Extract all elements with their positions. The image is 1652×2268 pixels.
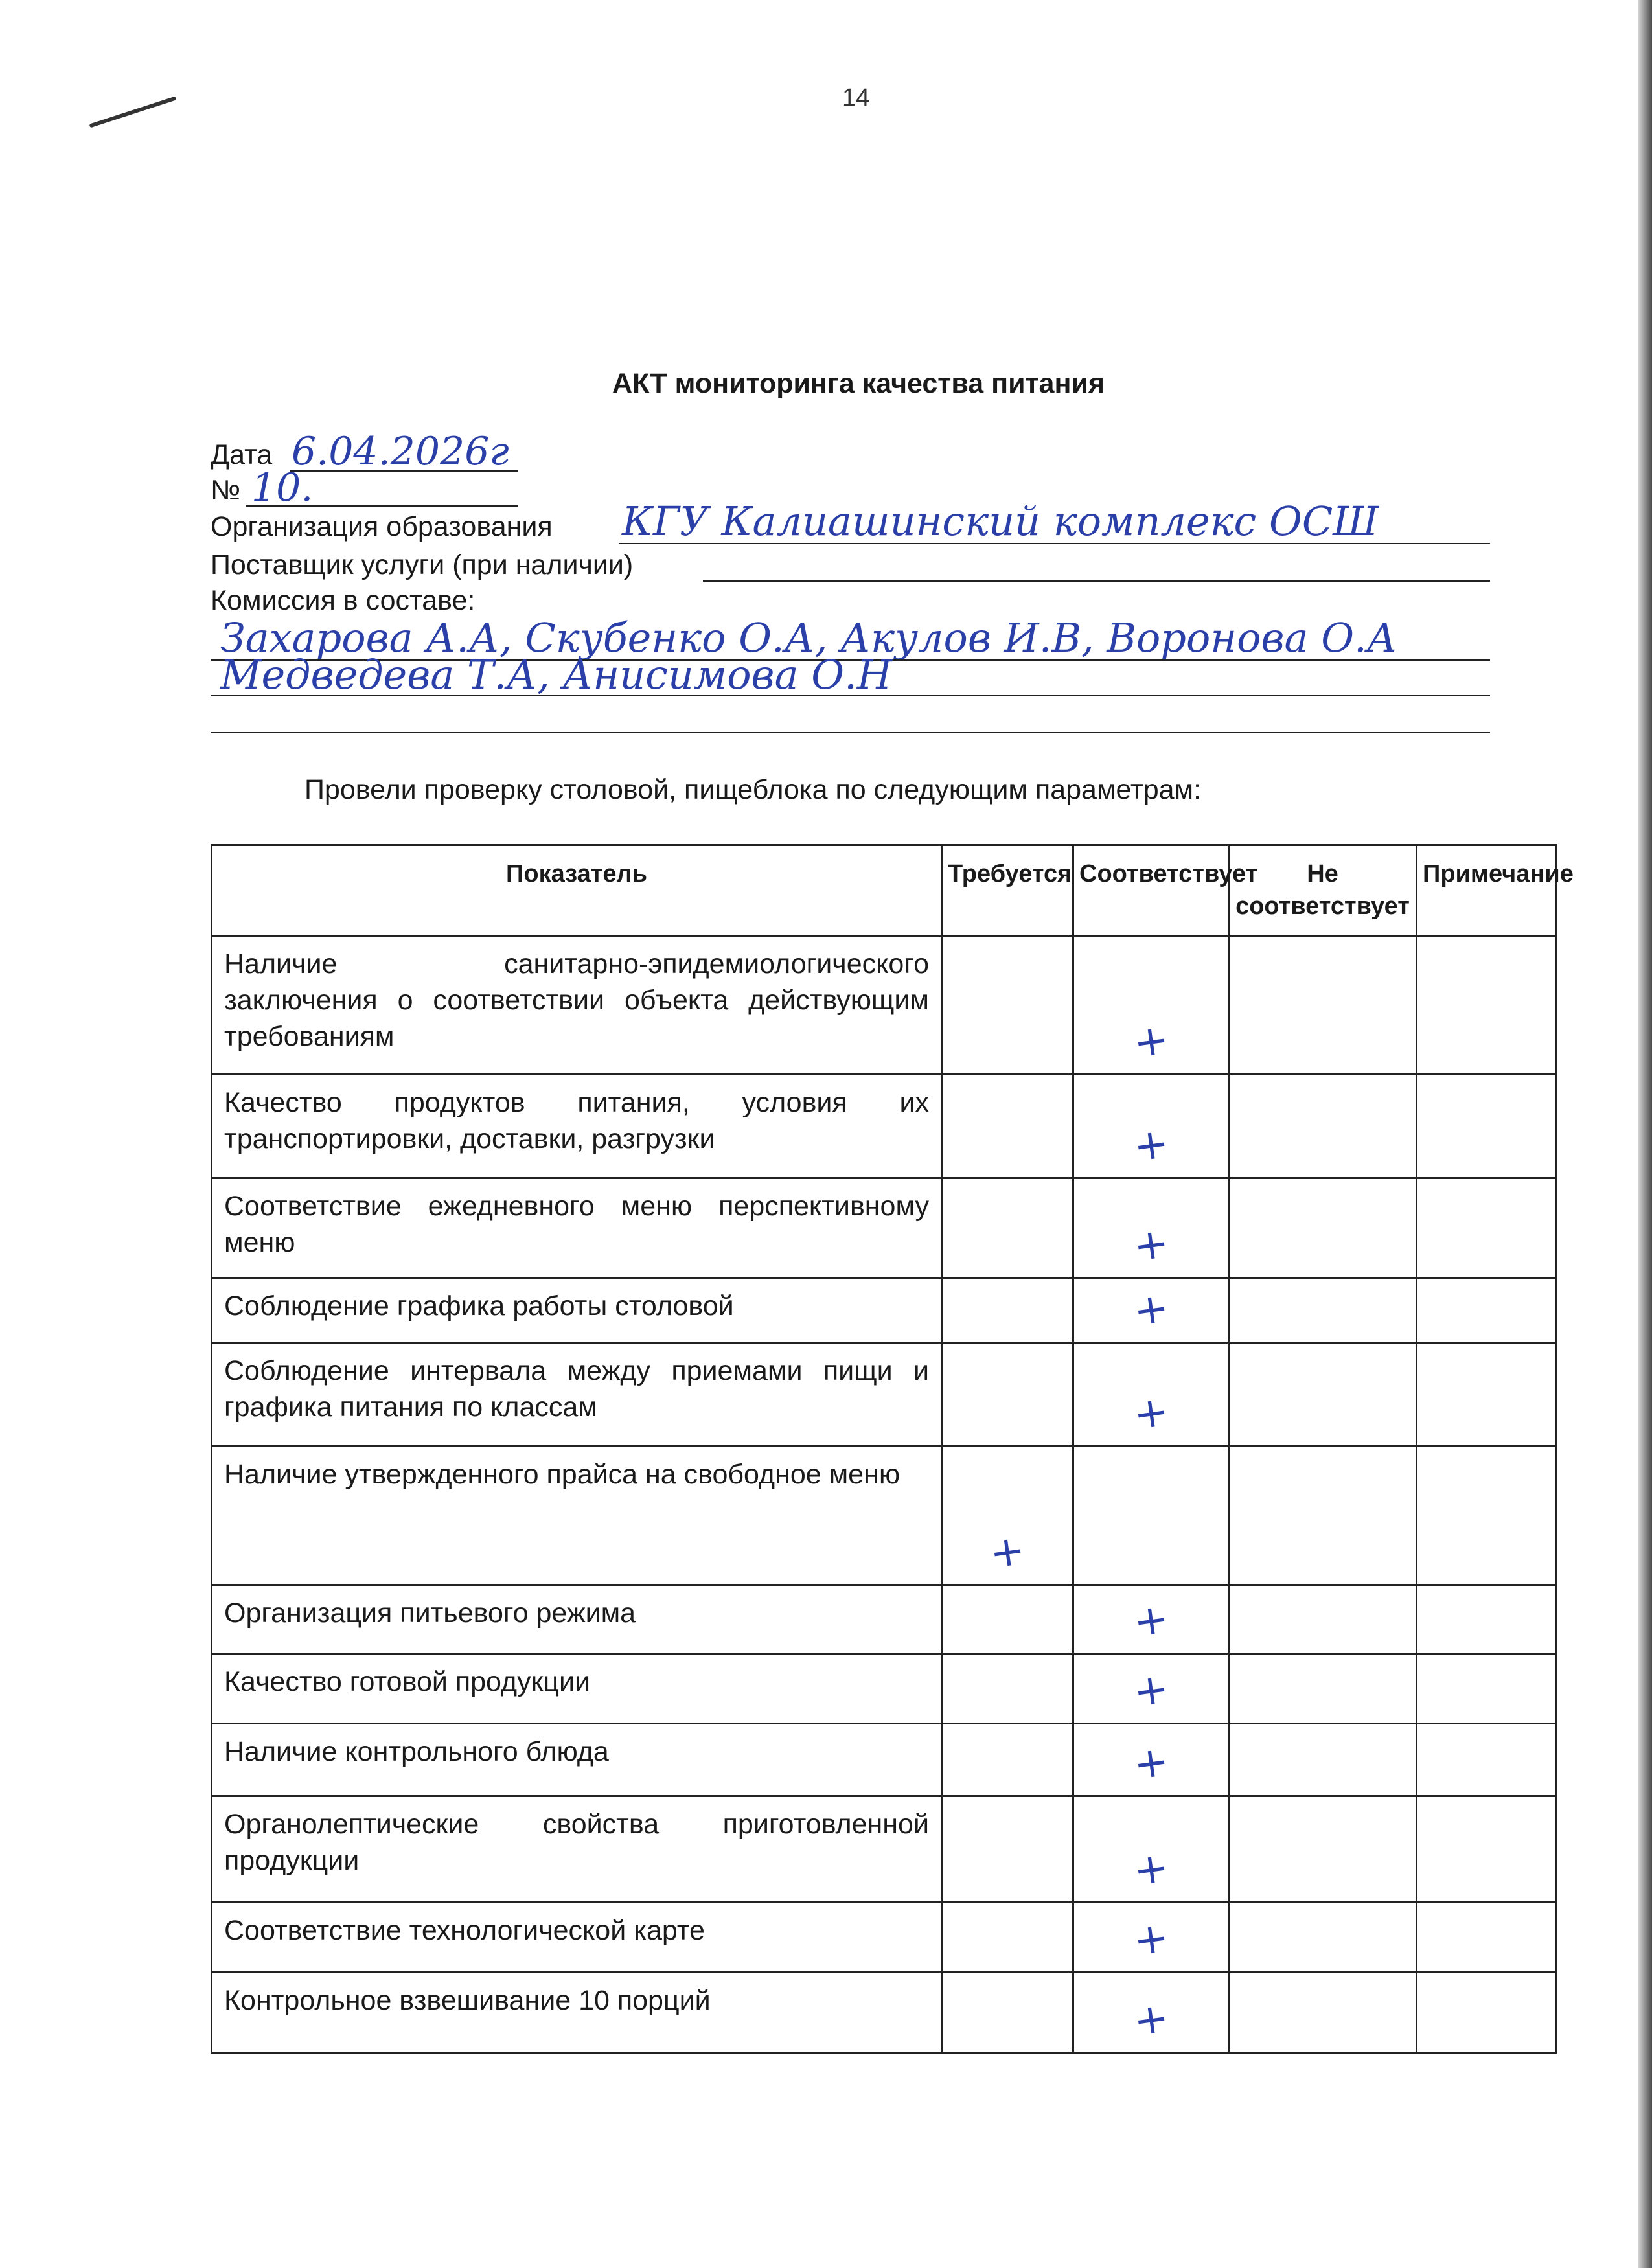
handwritten-plus-mark: + xyxy=(1130,1843,1172,1896)
handwritten-plus-mark: + xyxy=(1130,1737,1172,1790)
table-row xyxy=(212,1973,1556,2053)
indicator-cell: Организация питьевого режима xyxy=(212,1585,942,1654)
not-complies-cell[interactable] xyxy=(1229,1903,1417,1973)
not-complies-cell[interactable] xyxy=(1229,1654,1417,1724)
commission-line-1[interactable]: Захарова А.А, Скубенко О.А, Акулов И.В, Воронова О.А xyxy=(220,614,1397,661)
commission-label: Комиссия в составе: xyxy=(211,585,476,616)
indicator-cell: Наличие санитарно-эпидемиологического заключения о соответствии объекта действующим требованиям xyxy=(212,936,942,1075)
complies-cell[interactable] xyxy=(1073,1654,1229,1724)
org-label: Организация образования xyxy=(211,511,553,542)
handwritten-plus-mark: + xyxy=(1130,1993,1172,2046)
org-value[interactable]: КГУ Калиашинский комплекс ОСШ xyxy=(622,498,1379,545)
complies-cell[interactable] xyxy=(1073,1973,1229,2053)
required-cell[interactable] xyxy=(942,1278,1073,1343)
note-cell[interactable] xyxy=(1417,1724,1556,1796)
table-row xyxy=(212,1585,1556,1654)
scan-pen-mark xyxy=(89,97,176,128)
indicator-cell: Качество готовой продукции xyxy=(212,1654,942,1724)
not-complies-cell[interactable] xyxy=(1229,1278,1417,1343)
indicator-cell: Наличие утвержденного прайса на свободное меню xyxy=(212,1447,942,1585)
date-value[interactable]: 6.04.2026г xyxy=(292,429,509,474)
supplier-label: Поставщик услуги (при наличии) xyxy=(211,549,634,580)
header-indicator: Показатель xyxy=(212,845,942,936)
date-label: Дата xyxy=(211,439,273,470)
indicator-cell: Наличие контрольного блюда xyxy=(212,1724,942,1796)
required-cell[interactable] xyxy=(942,1178,1073,1278)
note-cell[interactable] xyxy=(1417,1796,1556,1903)
handwritten-plus-mark: + xyxy=(987,1526,1028,1579)
required-cell[interactable] xyxy=(942,936,1073,1075)
complies-cell[interactable] xyxy=(1073,1278,1229,1343)
table-row xyxy=(212,1278,1556,1343)
complies-cell[interactable] xyxy=(1073,936,1229,1075)
complies-cell[interactable] xyxy=(1073,1075,1229,1178)
indicator-cell: Органолептические свойства приготовленной продукции xyxy=(212,1796,942,1903)
header-required: Требуется xyxy=(942,845,1073,936)
note-cell[interactable] xyxy=(1417,1973,1556,2053)
commission-underline-3 xyxy=(211,732,1490,733)
page-title: АКТ мониторинга качества питания xyxy=(612,368,1105,399)
not-complies-cell[interactable] xyxy=(1229,1343,1417,1447)
note-cell[interactable] xyxy=(1417,1075,1556,1178)
note-cell[interactable] xyxy=(1417,1178,1556,1278)
table-row xyxy=(212,1447,1556,1585)
not-complies-cell[interactable] xyxy=(1229,1796,1417,1903)
table-header-row xyxy=(212,845,1556,936)
required-cell[interactable] xyxy=(942,1654,1073,1724)
number-value[interactable]: 10. xyxy=(251,465,314,510)
handwritten-plus-mark: + xyxy=(1130,1594,1172,1647)
note-cell[interactable] xyxy=(1417,1343,1556,1447)
required-cell[interactable] xyxy=(942,1724,1073,1796)
not-complies-cell[interactable] xyxy=(1229,1585,1417,1654)
note-cell[interactable] xyxy=(1417,1654,1556,1724)
table-row xyxy=(212,1178,1556,1278)
indicator-cell: Качество продуктов питания, условия их транспортировки, доставки, разгрузки xyxy=(212,1075,942,1178)
page-number: 14 xyxy=(842,84,870,111)
handwritten-plus-mark: + xyxy=(1130,1219,1172,1272)
complies-cell[interactable] xyxy=(1073,1724,1229,1796)
table-row xyxy=(212,1724,1556,1796)
required-cell[interactable] xyxy=(942,1447,1073,1585)
not-complies-cell[interactable] xyxy=(1229,1724,1417,1796)
complies-cell[interactable] xyxy=(1073,1178,1229,1278)
handwritten-plus-mark: + xyxy=(1130,1913,1172,1966)
required-cell[interactable] xyxy=(942,1903,1073,1973)
table-row xyxy=(212,1903,1556,1973)
handwritten-plus-mark: + xyxy=(1130,1283,1172,1336)
handwritten-plus-mark: + xyxy=(1130,1664,1172,1717)
handwritten-plus-mark: + xyxy=(1130,1119,1172,1172)
intro-text: Провели проверку столовой, пищеблока по следующим параметрам: xyxy=(304,774,1202,805)
commission-underline-2 xyxy=(211,695,1490,696)
not-complies-cell[interactable] xyxy=(1229,1178,1417,1278)
table-row xyxy=(212,1343,1556,1447)
header-not-complies: Не соответствует xyxy=(1229,845,1417,936)
commission-line-2[interactable]: Медведева Т.А, Анисимова О.Н xyxy=(220,651,892,698)
complies-cell[interactable] xyxy=(1073,1343,1229,1447)
table-row xyxy=(212,936,1556,1075)
number-label: № xyxy=(211,475,241,506)
note-cell[interactable] xyxy=(1417,1903,1556,1973)
complies-cell[interactable] xyxy=(1073,1447,1229,1585)
scan-edge-shadow xyxy=(1638,0,1652,2268)
note-cell[interactable] xyxy=(1417,1585,1556,1654)
indicator-cell: Соблюдение интервала между приемами пищи и графика питания по классам xyxy=(212,1343,942,1447)
required-cell[interactable] xyxy=(942,1585,1073,1654)
handwritten-plus-mark: + xyxy=(1130,1015,1172,1068)
table-row xyxy=(212,1654,1556,1724)
parameters-table xyxy=(211,844,1574,2054)
note-cell[interactable] xyxy=(1417,936,1556,1075)
indicator-cell: Соответствие ежедневного меню перспективному меню xyxy=(212,1178,942,1278)
table-row xyxy=(212,1075,1556,1178)
note-cell[interactable] xyxy=(1417,1278,1556,1343)
header-complies: Соответствует xyxy=(1073,845,1229,936)
not-complies-cell[interactable] xyxy=(1229,1075,1417,1178)
not-complies-cell[interactable] xyxy=(1229,1973,1417,2053)
not-complies-cell[interactable] xyxy=(1229,936,1417,1075)
required-cell[interactable] xyxy=(942,1075,1073,1178)
not-complies-cell[interactable] xyxy=(1229,1447,1417,1585)
header-note: Примечание xyxy=(1417,845,1556,936)
indicator-cell: Соответствие технологической карте xyxy=(212,1903,942,1973)
complies-cell[interactable] xyxy=(1073,1585,1229,1654)
table-row xyxy=(212,1796,1556,1903)
required-cell[interactable] xyxy=(942,1973,1073,2053)
complies-cell[interactable] xyxy=(1073,1796,1229,1903)
supplier-underline xyxy=(703,580,1490,582)
required-cell[interactable] xyxy=(942,1796,1073,1903)
note-cell[interactable] xyxy=(1417,1447,1556,1585)
required-cell[interactable] xyxy=(942,1343,1073,1447)
indicator-cell: Соблюдение графика работы столовой xyxy=(212,1278,942,1343)
complies-cell[interactable] xyxy=(1073,1903,1229,1973)
handwritten-plus-mark: + xyxy=(1130,1387,1172,1440)
indicator-cell: Контрольное взвешивание 10 порций xyxy=(212,1973,942,2053)
